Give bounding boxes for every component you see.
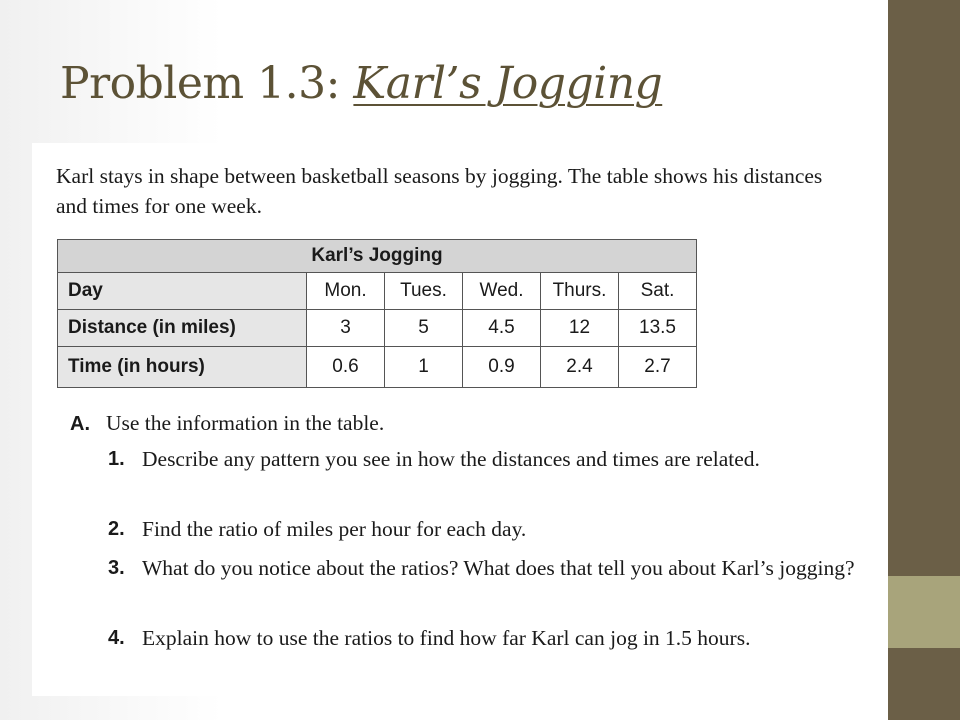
question-number: 3. xyxy=(108,557,125,579)
row-header: Distance (in miles) xyxy=(58,310,307,347)
table-cell: Wed. xyxy=(463,273,541,310)
table-cell: 0.6 xyxy=(307,347,385,388)
part-a-text: Use the information in the table. xyxy=(106,411,385,435)
table-cell: Sat. xyxy=(619,273,697,310)
title-link[interactable]: Karl’s Jogging xyxy=(353,58,663,109)
question-text: What do you notice about the ratios? What does that tell you about Karl’s jogging? xyxy=(142,556,855,580)
question-number: 4. xyxy=(108,627,125,649)
table-cell: 12 xyxy=(541,310,619,347)
table-row xyxy=(58,310,697,347)
table-cell: 13.5 xyxy=(619,310,697,347)
intro-text: Karl stays in shape between basketball seasons by jogging. The table shows his distances and times for one week. xyxy=(56,164,823,218)
question-item xyxy=(108,515,828,544)
table-row xyxy=(58,347,697,388)
table-cell: Thurs. xyxy=(541,273,619,310)
slide-title xyxy=(60,58,662,109)
table-cell: 3 xyxy=(307,310,385,347)
table-cell: 2.4 xyxy=(541,347,619,388)
problem-image xyxy=(32,143,872,696)
part-a-label: A. xyxy=(70,413,90,435)
table-cell: 2.7 xyxy=(619,347,697,388)
row-header: Day xyxy=(58,273,307,310)
row-header: Time (in hours) xyxy=(58,347,307,388)
part-a-heading xyxy=(70,411,384,436)
table-cell: 1 xyxy=(385,347,463,388)
jogging-table xyxy=(57,239,697,388)
question-text: Find the ratio of miles per hour for each day. xyxy=(142,517,527,541)
table-caption: Karl’s Jogging xyxy=(58,240,697,273)
question-number: 2. xyxy=(108,518,125,540)
table-cell: 4.5 xyxy=(463,310,541,347)
question-text: Describe any pattern you see in how the distances and times are related. xyxy=(142,447,760,471)
table-cell: Tues. xyxy=(385,273,463,310)
title-prefix: Problem 1.3: xyxy=(60,58,354,109)
question-item xyxy=(108,445,828,474)
question-number: 1. xyxy=(108,448,125,470)
side-accent-block xyxy=(888,576,960,648)
table-cell: Mon. xyxy=(307,273,385,310)
table-cell: 5 xyxy=(385,310,463,347)
table-cell: 0.9 xyxy=(463,347,541,388)
question-item xyxy=(108,624,828,653)
question-item xyxy=(108,554,855,583)
question-text: Explain how to use the ratios to find how far Karl can jog in 1.5 hours. xyxy=(142,626,751,650)
table-row xyxy=(58,273,697,310)
